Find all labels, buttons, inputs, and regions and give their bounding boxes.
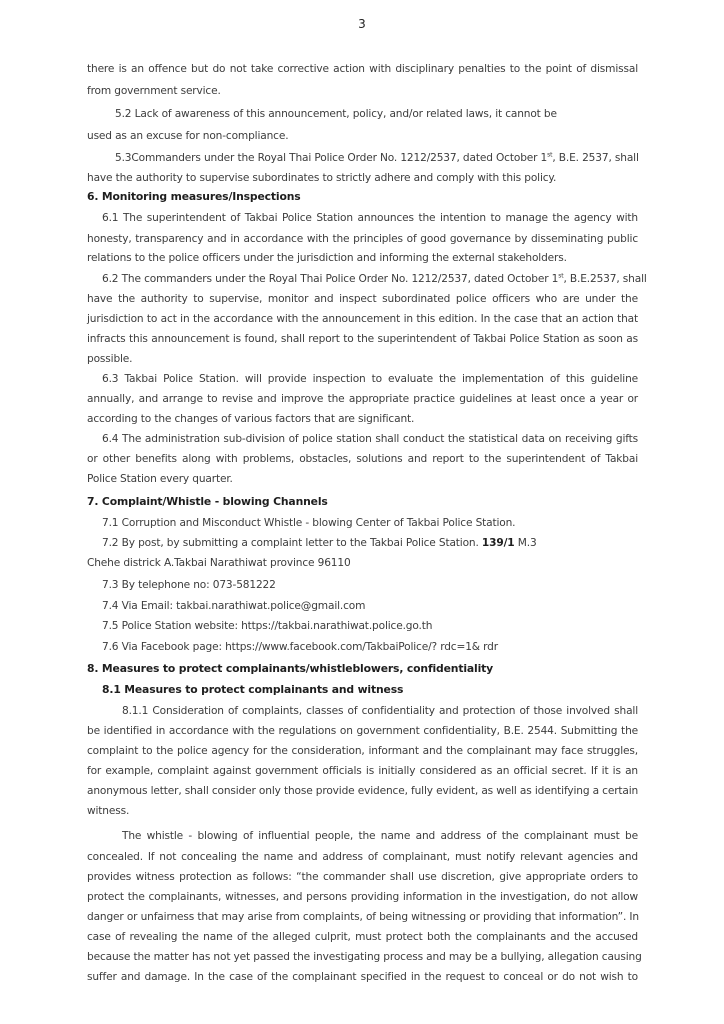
text-line: have the authority to supervise, monitor and inspect subordinated police officers who are under the [87, 293, 638, 305]
text-line: anonymous letter, shall consider only those provide evidence, fully evident, as well as identifying a certain [87, 785, 639, 797]
text-line: The whistle - blowing of influential people, the name and address of the complainant must be [122, 830, 638, 842]
text-line: jurisdiction to act in the accordance with the announcement in this edition. In the case that an action that [87, 313, 638, 325]
text-line: from government service. [87, 85, 221, 97]
page-number: 3 [358, 17, 366, 31]
text-line: 7.6 Via Facebook page: https://www.facebook.com/TakbaiPolice/? rdc=1& rdr [102, 641, 498, 653]
text-line: infracts this announcement is found, shall report to the superintendent of Takbai Police Station as soon as [87, 333, 638, 345]
text-line: there is an offence but do not take corrective action with disciplinary penalties to the point of dismissal [87, 63, 638, 75]
text-line: be identified in accordance with the regulations on government confidentiality, B.E. 2544. Submitting the [87, 725, 638, 737]
text-line: 5.2 Lack of awareness of this announcement, policy, and/or related laws, it cannot be [115, 108, 557, 120]
text-line: used as an excuse for non-compliance. [87, 130, 289, 142]
text-line: 6.4 The administration sub-division of police station shall conduct the statistical data on receiving gifts [102, 433, 638, 445]
text-line: or other benefits along with problems, obstacles, solutions and report to the superintendent of Takbai [87, 453, 638, 465]
text-line: 5.3Commanders under the Royal Thai Police Order No. 1212/2537, dated October 1st, B.E. 2537, shall [115, 151, 639, 164]
text-line: 8.1.1 Consideration of complaints, classes of confidentiality and protection of those involved shall [122, 705, 638, 717]
text-line: have the authority to supervise subordinates to strictly adhere and comply with this policy. [87, 172, 557, 184]
text-line: danger or unfairness that may arise from complaints, of being witnessing or providing that information”. In [87, 911, 639, 923]
text-line: case of revealing the name of the alleged culprit, must protect both the complainants and the accused [87, 931, 638, 943]
text-line: 7.2 By post, by submitting a complaint letter to the Takbai Police Station. 139/1 M.3 [102, 537, 537, 549]
text-line: concealed. If not concealing the name and address of complainant, must notify relevant agencies and [87, 851, 638, 863]
text-line: Chehe districk A.Takbai Narathiwat province 96110 [87, 557, 351, 569]
text-line: for example, complaint against government officials is initially considered as an official secret. If it is an [87, 765, 638, 777]
text-line: 6.3 Takbai Police Station. will provide inspection to evaluate the implementation of this guideline [102, 373, 638, 385]
text-line: 7.1 Corruption and Misconduct Whistle - blowing Center of Takbai Police Station. [102, 517, 516, 529]
text-line: protect the complainants, witnesses, and persons providing information in the investigation, do not allow [87, 891, 638, 903]
section-heading: 8. Measures to protect complainants/whistleblowers, confidentiality [87, 662, 494, 675]
text-line: according to the changes of various factors that are significant. [87, 413, 415, 425]
text-line: Police Station every quarter. [87, 473, 233, 485]
address-number: 139/1 [481, 537, 515, 549]
text-line: witness. [87, 805, 130, 817]
text-line: honesty, transparency and in accordance with the principles of good governance by disseminating public [87, 233, 638, 245]
text-line: 6.1 The superintendent of Takbai Police Station announces the intention to manage the agency with [102, 212, 638, 224]
section-heading: 7. Complaint/Whistle - blowing Channels [87, 495, 328, 508]
text-line: suffer and damage. In the case of the complainant specified in the request to conceal or do not wish to [87, 971, 638, 983]
text-line: because the matter has not yet passed the investigating process and may be a bullying, allegation causing [87, 951, 642, 963]
section-heading: 6. Monitoring measures/Inspections [87, 190, 301, 203]
text-line: 7.4 Via Email: takbai.narathiwat.police@gmail.com [102, 600, 366, 612]
section-heading: 8.1 Measures to protect complainants and witness [102, 683, 404, 696]
text-line: 7.3 By telephone no: 073-581222 [102, 579, 276, 591]
text-line: complaint to the police agency for the consideration, informant and the complainant may face struggles, [87, 745, 638, 757]
text-line: annually, and arrange to revise and improve the appropriate practice guidelines at least once a year or [87, 393, 638, 405]
text-line: provides witness protection as follows: “the commander shall use discretion, give appropriate orders to [87, 871, 638, 883]
text-line: 7.5 Police Station website: https://takbai.narathiwat.police.go.th [102, 620, 433, 632]
text-line: 6.2 The commanders under the Royal Thai Police Order No. 1212/2537, dated October 1st, B.E.2537, shall [102, 272, 647, 285]
text-line: relations to the police officers under the jurisdiction and informing the external stakeholders. [87, 252, 567, 264]
text-line: possible. [87, 353, 133, 365]
